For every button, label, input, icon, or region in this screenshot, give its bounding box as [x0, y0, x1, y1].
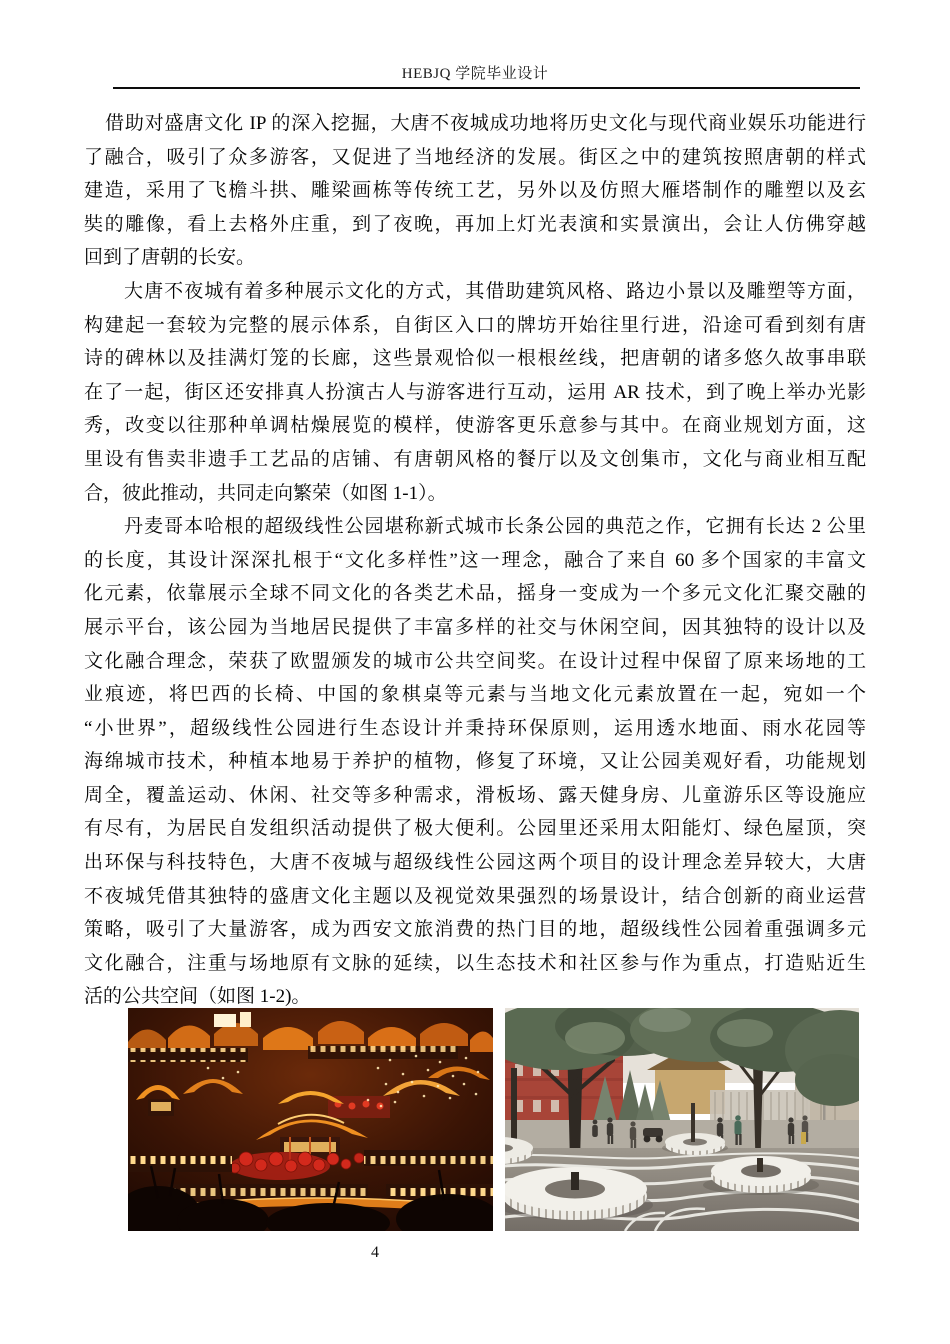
text-line: 有尽有，为居民自发组织活动提供了极大便利。公园里还采用太阳能灯、绿色屋顶，突: [84, 818, 866, 840]
text-line: 合，彼此推动，共同走向繁荣（如图 1-1）。: [84, 482, 447, 504]
text-line: 文化融合，注重与场地原有文脉的延续，以生态技术和社区参与作为重点，打造贴近生: [84, 952, 866, 974]
header-rule: [113, 87, 860, 89]
text-line: 海绵城市技术，种植本地易于养护的植物，修复了环境，又让公园美观好看，功能规划: [84, 751, 866, 773]
text-line: 展示平台，该公园为当地居民提供了丰富多样的社交与休闲空间，因其独特的设计以及: [84, 616, 866, 638]
document-body: [84, 107, 866, 1014]
page-header-title: HEBJQ 学院毕业设计: [401, 66, 549, 82]
text-line: 构建起一套较为完整的展示体系，自街区入口的牌坊开始往里行进，沿途可看到刻有唐: [84, 314, 866, 336]
text-line: 诗的碑林以及挂满灯笼的长廊，这些景观恰似一根根丝线，把唐朝的诸多悠久故事串联: [84, 348, 866, 370]
paragraph-datang-display-methods: [84, 275, 866, 510]
text-line: 奘的雕像，看上去格外庄重，到了夜晚，再加上灯光表演和实景演出，会让人仿佛穿越: [84, 213, 866, 235]
text-line: 里设有售卖非遗手工艺品的店铺、有唐朝风格的餐厅以及文创集市，文化与商业相互配: [84, 448, 866, 470]
text-line: 的长度，其设计深深扎根于“文化多样性”这一理念，融合了来自 60 多个国家的丰富文: [84, 549, 866, 571]
text-line: 大唐不夜城有着多种展示文化的方式，其借助建筑风格、路边小景以及雕塑等方面，: [124, 280, 866, 302]
superkilen-park-illustration: [505, 1008, 859, 1231]
text-line: 文化融合理念，荣获了欧盟颁发的城市公共空间奖。在设计过程中保留了原来场地的工: [84, 650, 866, 672]
text-line: “小世界”，超级线性公园进行生态设计并秉持环保原则，运用透水地面、雨水花园等: [84, 717, 866, 739]
text-line: 活的公共空间（如图 1-2)。: [84, 986, 311, 1008]
text-line: 业痕迹，将巴西的长椅、中国的象棋桌等元素与当地文化元素放置在一起，宛如一个: [84, 684, 866, 706]
text-line: 化元素，依靠展示全球不同文化的各类艺术品，摇身一变成为一个多元文化汇聚交融的: [84, 583, 866, 605]
text-line: 秀，改变以往那种单调枯燥展览的模样，使游客更乐意参与其中。在商业规划方面，这: [84, 415, 866, 437]
page-number: 4: [371, 1244, 379, 1261]
paragraph-superkilen-park: [84, 510, 866, 1014]
text-line: 不夜城凭借其独特的盛唐文化主题以及视觉效果强烈的场景设计，结合创新的商业运营: [84, 885, 866, 907]
figure-1-2-superkilen-park-photo: [505, 1008, 859, 1231]
text-line: 丹麦哥本哈根的超级线性公园堪称新式城市长条公园的典范之作，它拥有长达 2 公里: [124, 516, 866, 538]
text-line: 出环保与科技特色，大唐不夜城与超级线性公园这两个项目的设计理念差异较大，大唐: [84, 852, 866, 874]
text-line: 建造，采用了飞檐斗拱、雕梁画栋等传统工艺，另外以及仿照大雁塔制作的雕塑以及玄: [84, 180, 866, 202]
datang-night-illustration: [128, 1008, 493, 1231]
text-line: 在了一起，街区还安排真人扮演古人与游客进行互动，运用 AR 技术，到了晚上举办光影: [84, 381, 866, 403]
text-line: 借助对盛唐文化 IP 的深入挖掘，大唐不夜城成功地将历史文化与现代商业娱乐功能进行: [105, 113, 866, 134]
text-line: 周全，覆盖运动、休闲、社交等多种需求，滑板场、露天健身房、儿童游乐区等设施应: [84, 784, 866, 806]
text-line: 回到了唐朝的长安。: [84, 247, 256, 269]
figure-1-1-datang-night-photo: [128, 1008, 493, 1231]
paragraph-datang-overview: [84, 107, 866, 275]
text-line: 了融合，吸引了众多游客，又促进了当地经济的发展。街区之中的建筑按照唐朝的样式: [84, 146, 866, 168]
text-line: 策略，吸引了大量游客，成为西安文旅消费的热门目的地，超级线性公园着重强调多元: [84, 919, 866, 941]
